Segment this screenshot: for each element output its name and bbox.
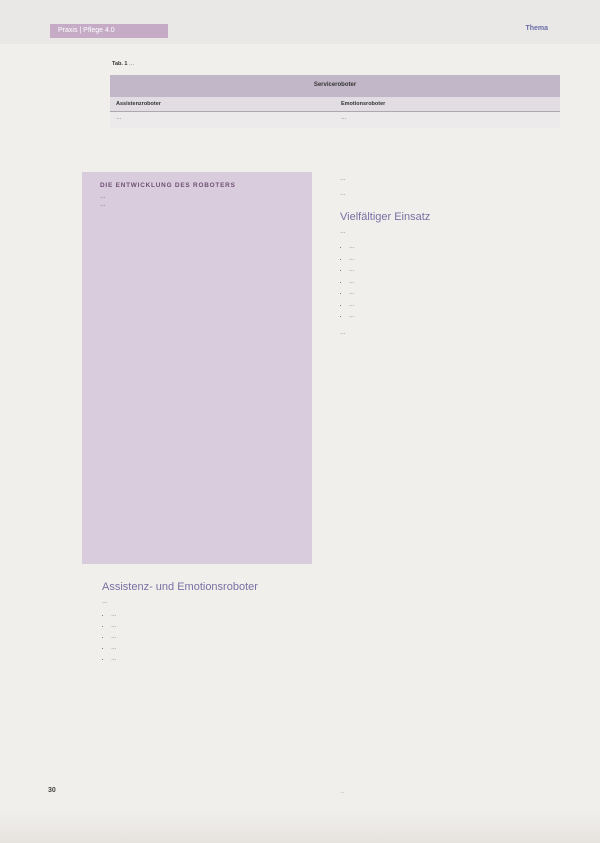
body-paragraph: …: [340, 229, 346, 235]
table-cell: …: [335, 111, 560, 128]
list-item: • …: [111, 622, 312, 631]
goal-list: [340, 243, 552, 321]
list-item: • …: [349, 312, 552, 321]
list-item: • …: [349, 255, 552, 264]
right-column: [340, 175, 552, 344]
list-item: • …: [349, 301, 552, 310]
left-column: [102, 583, 312, 666]
table-column-header: Assistenzroboter: [110, 97, 335, 111]
list-item: • …: [111, 644, 312, 653]
body-paragraph: …: [340, 330, 346, 336]
sidebox-paragraph: …: [100, 193, 106, 200]
sidebox-title: DIE ENTWICKLUNG DES ROBOTERS: [100, 182, 236, 189]
body-paragraph: …: [340, 176, 346, 182]
section-tag: Praxis | Pflege 4.0: [50, 24, 168, 38]
list-item: • …: [349, 278, 552, 287]
table-caption: [112, 60, 552, 68]
table-cell: …: [110, 111, 335, 128]
table-group-header: Serviceroboter: [110, 75, 560, 97]
history-sidebox: [82, 172, 312, 564]
list-item: • …: [349, 243, 552, 252]
definition-list: [102, 611, 312, 664]
list-item: • …: [349, 266, 552, 275]
theme-label: Thema: [525, 25, 548, 32]
section-heading: Vielfältiger Einsatz: [340, 211, 431, 223]
service-robot-table: [110, 75, 560, 128]
footer-citation: …: [340, 789, 345, 794]
list-item: • …: [349, 289, 552, 298]
list-item: • …: [111, 655, 312, 664]
body-paragraph: …: [102, 599, 108, 605]
table-caption-label: Tab. 1: [112, 61, 128, 67]
list-item: • …: [111, 611, 312, 620]
section-heading: Assistenz- und Emotionsroboter: [102, 581, 258, 593]
list-item: • …: [111, 633, 312, 642]
table-column-header: Emotionsroboter: [335, 97, 560, 111]
body-paragraph: …: [340, 191, 346, 197]
sidebox-paragraph: …: [100, 202, 106, 209]
page-bottom-shade: [0, 810, 600, 843]
table-caption-text: …: [129, 61, 135, 67]
page-number: 30: [48, 787, 56, 794]
